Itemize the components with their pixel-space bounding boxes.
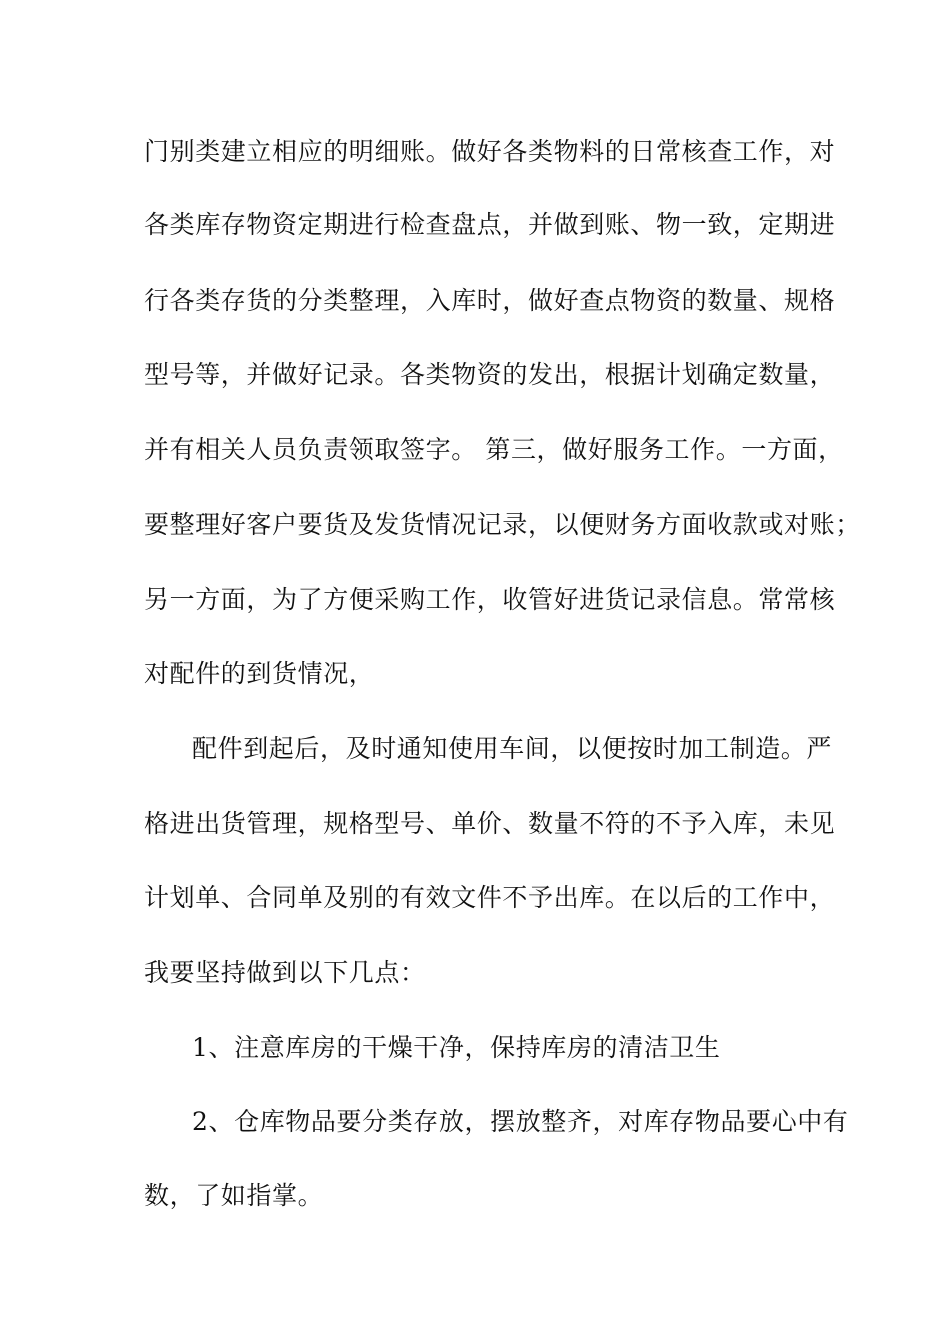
paragraph-line: 要整理好客户要货及发货情况记录，以便财务方面收款或对账； <box>144 510 861 539</box>
paragraph-line-indented: 配件到起后，及时通知使用车间，以便按时加工制造。严 <box>192 734 833 763</box>
paragraph-line: 各类库存物资定期进行检查盘点，并做到账、物一致，定期进 <box>144 210 836 239</box>
paragraph-line: 对配件的到货情况， <box>144 659 375 688</box>
paragraph-line: 型号等，并做好记录。各类物资的发出，根据计划确定数量， <box>144 360 836 389</box>
list-item-2: 2、仓库物品要分类存放，摆放整齐，对库存物品要心中有 <box>192 1107 849 1136</box>
paragraph-line: 另一方面，为了方便采购工作，收管好进货记录信息。常常核 <box>144 585 836 614</box>
paragraph-line: 门别类建立相应的明细账。做好各类物料的日常核查工作，对 <box>144 137 836 166</box>
paragraph-line: 并有相关人员负责领取签字。 第三，做好服务工作。一方面， <box>144 435 844 464</box>
paragraph-line: 我要坚持做到以下几点： <box>144 958 426 987</box>
paragraph-line: 行各类存货的分类整理，入库时，做好查点物资的数量、规格 <box>144 286 836 315</box>
list-item-2-continuation: 数，了如指掌。 <box>144 1181 324 1210</box>
paragraph-line: 计划单、合同单及别的有效文件不予出库。在以后的工作中， <box>144 883 836 912</box>
paragraph-line: 格进出货管理，规格型号、单价、数量不符的不予入库，未见 <box>144 809 836 838</box>
list-item-1: 1、注意库房的干燥干净，保持库房的清洁卫生 <box>192 1033 721 1062</box>
